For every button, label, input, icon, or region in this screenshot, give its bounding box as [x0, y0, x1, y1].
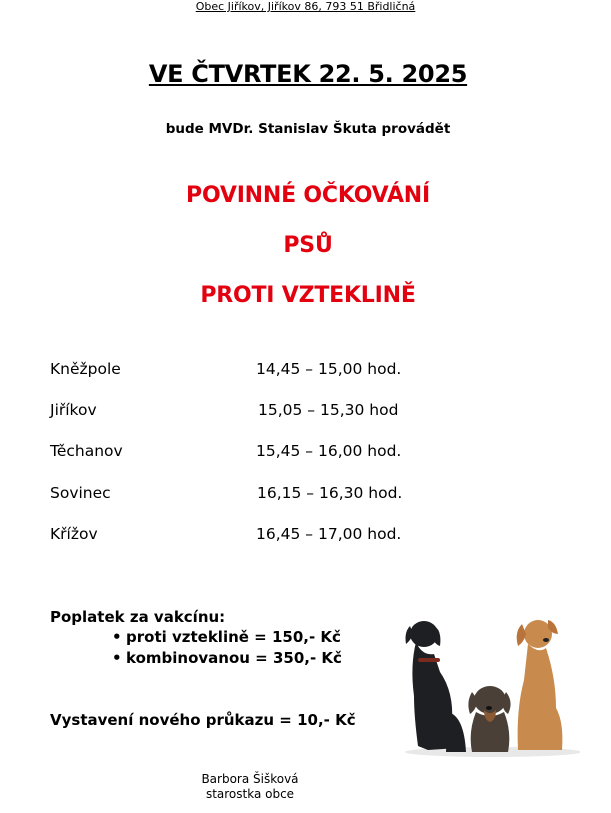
bullet-icon: •: [112, 628, 122, 646]
fee-item: [112, 628, 341, 646]
fees-title: Poplatek za vakcínu:: [50, 608, 226, 626]
date-title: VE ČTVRTEK 22. 5. 2025: [148, 60, 468, 88]
schedule-time: 15,05 – 15,30 hod: [258, 401, 399, 419]
schedule-place: Křížov: [50, 525, 98, 543]
fee-item-text: proti vzteklině = 150,- Kč: [126, 628, 341, 646]
schedule-time: 15,45 – 16,00 hod.: [256, 442, 402, 460]
schedule-place: Sovinec: [50, 484, 111, 502]
signature-role: starostka obce: [205, 787, 295, 801]
schedule-row: [50, 525, 450, 545]
schedule-place: Těchanov: [50, 442, 123, 460]
dogs-illustration-icon: [398, 612, 580, 758]
schedule-row: [50, 442, 450, 462]
headline-line-1: POVINNÉ OČKOVÁNÍ: [186, 183, 430, 208]
schedule-time: 16,15 – 16,30 hod.: [257, 484, 403, 502]
schedule-place: Jiříkov: [50, 401, 97, 419]
schedule-time: 14,45 – 15,00 hod.: [256, 360, 402, 378]
subtitle: bude MVDr. Stanislav Škuta provádět: [165, 121, 451, 137]
fee-item-text: kombinovanou = 350,- Kč: [126, 649, 342, 667]
dogs-image: [398, 612, 580, 758]
schedule-row: [50, 360, 450, 380]
signature-name: Barbora Šišková: [201, 772, 299, 786]
headline-line-3: PROTI VZTEKLINĚ: [200, 283, 416, 308]
fee-item: [112, 649, 342, 667]
schedule-time: 16,45 – 17,00 hod.: [256, 525, 402, 543]
schedule-place: Kněžpole: [50, 360, 121, 378]
bullet-icon: •: [112, 649, 122, 667]
schedule-row: [50, 484, 450, 504]
signature: [180, 772, 320, 802]
municipality-address: Obec Jiříkov, Jiříkov 86, 793 51 Břidličná: [195, 0, 416, 13]
schedule-row: [50, 401, 450, 421]
headline-line-2: PSŮ: [283, 233, 333, 258]
card-fee: Vystavení nového průkazu = 10,- Kč: [50, 711, 356, 729]
